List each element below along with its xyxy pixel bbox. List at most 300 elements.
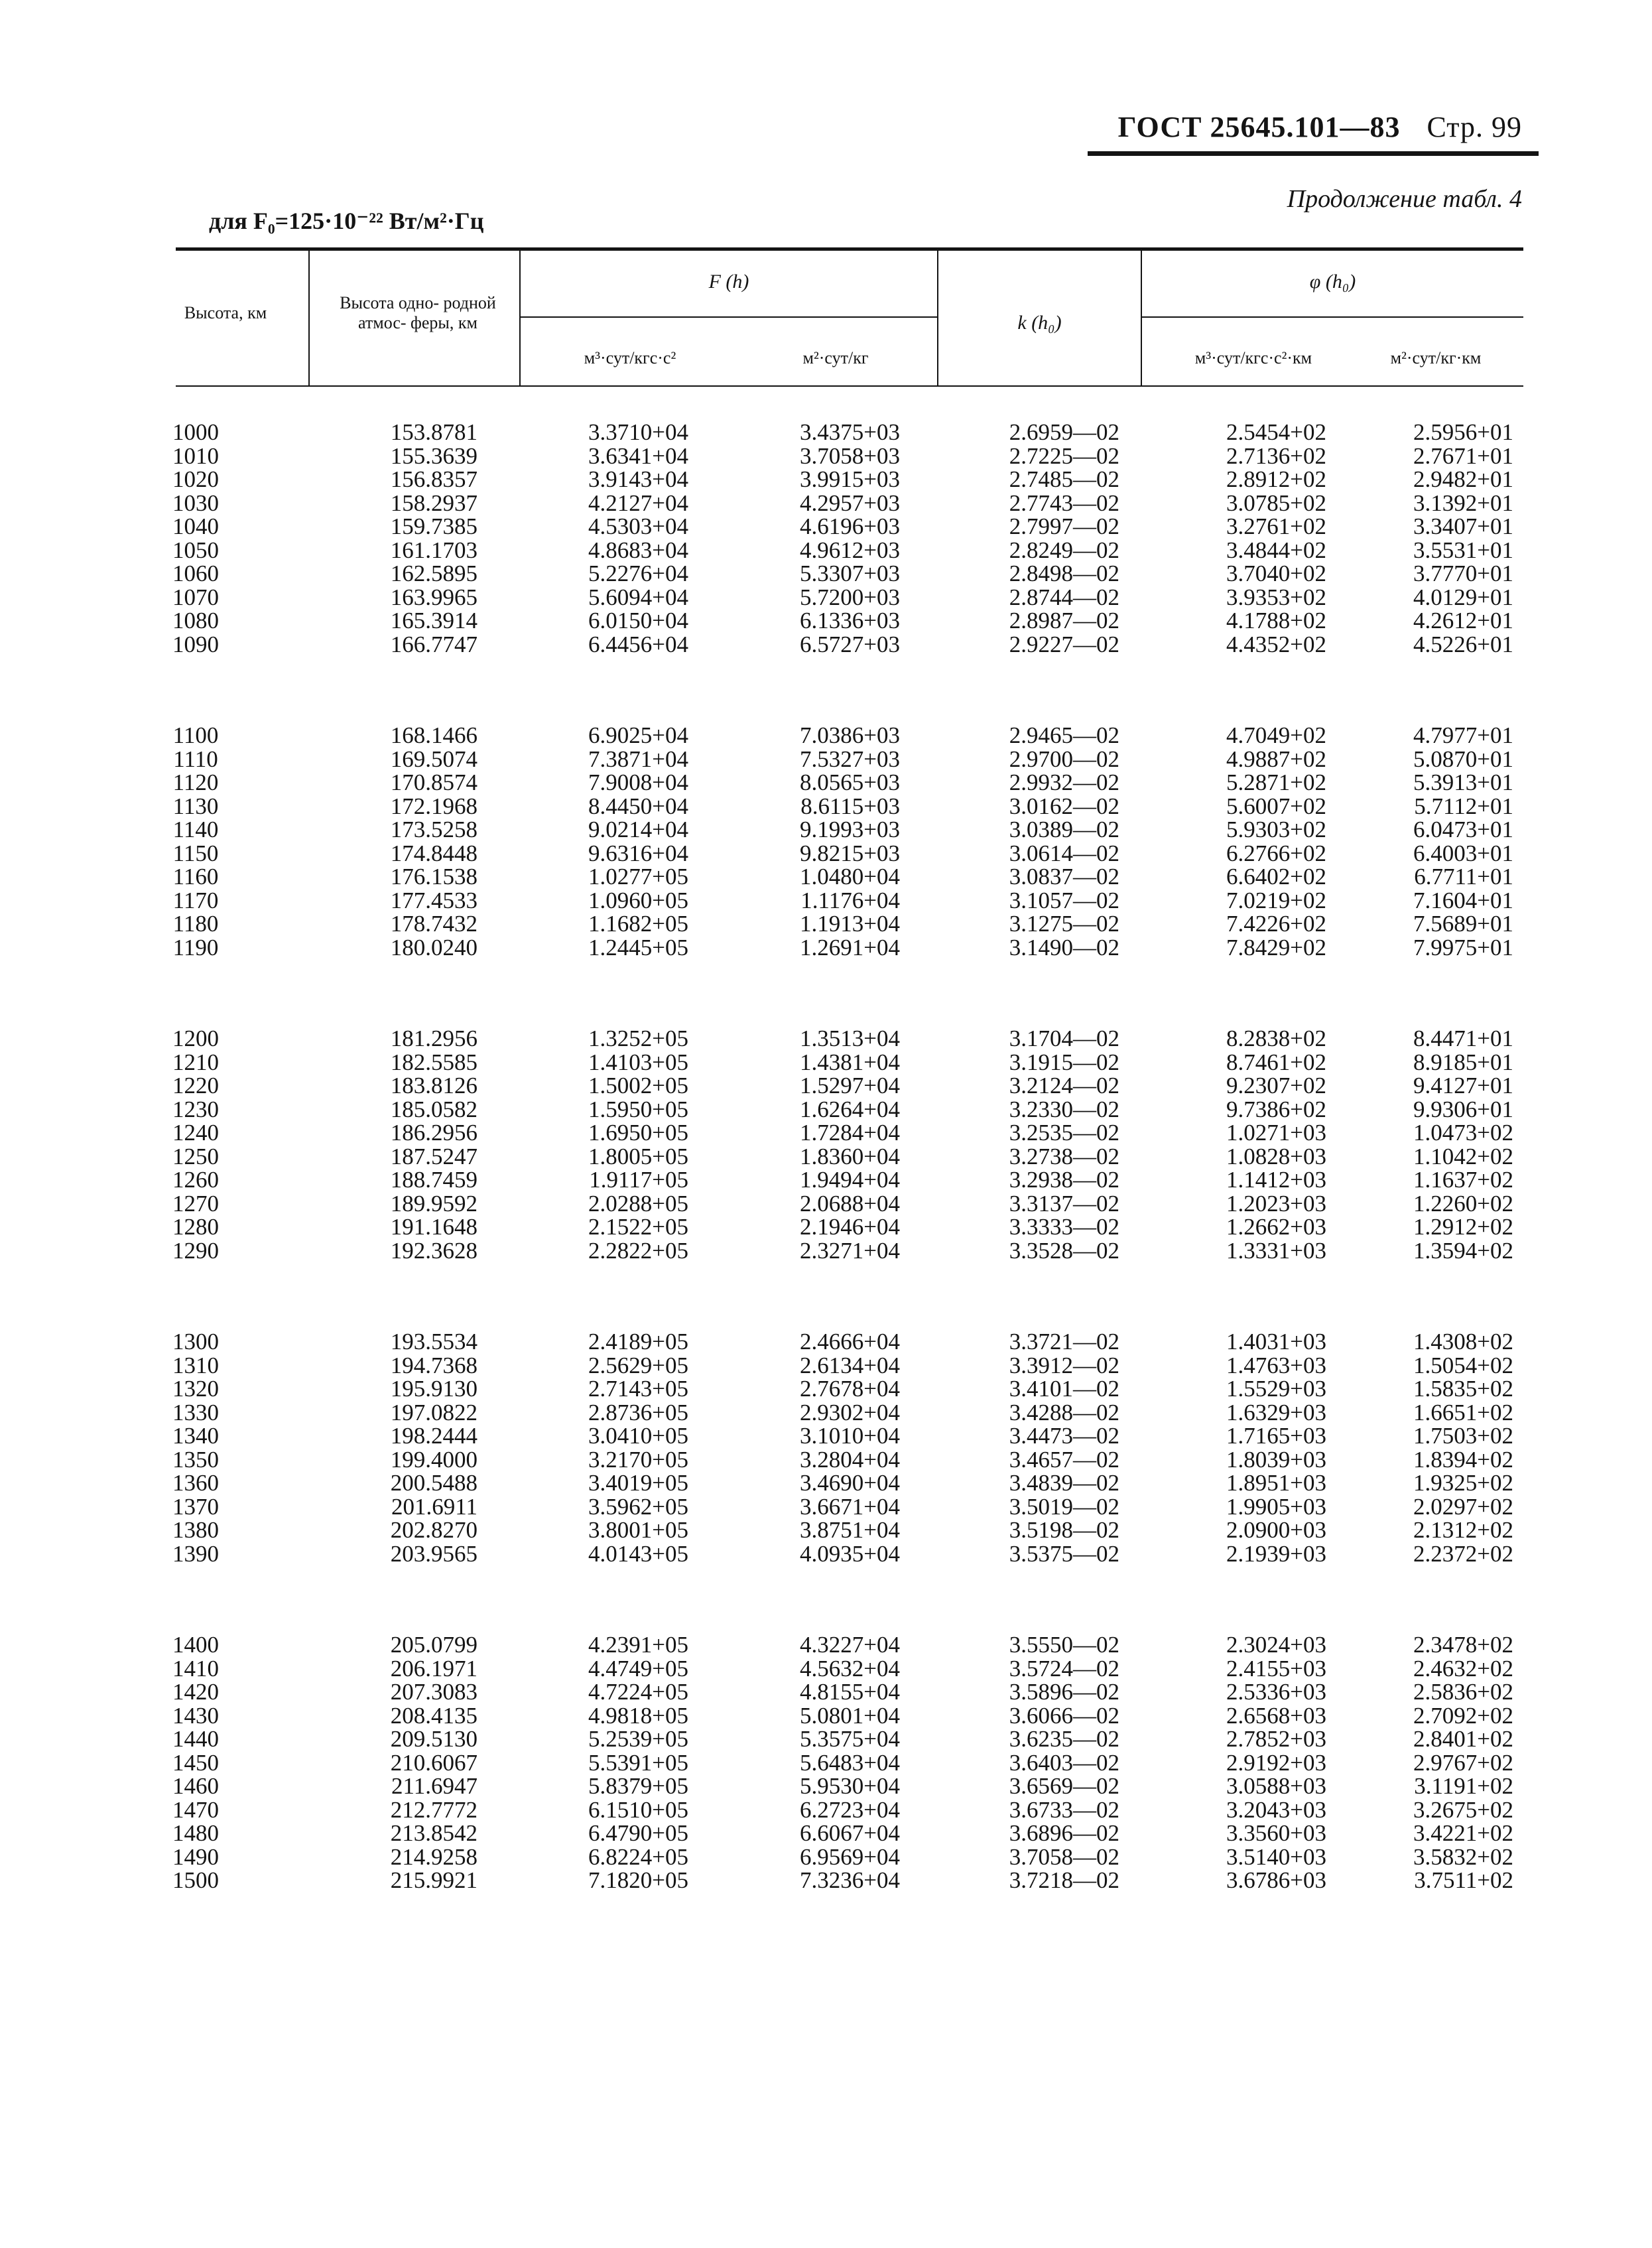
table-cell: 3.5198—02 bbox=[1009, 1517, 1119, 1543]
table-cell: 189.9592 bbox=[390, 1190, 477, 1217]
table-cell: 2.0297+02 bbox=[1413, 1493, 1513, 1520]
table-cell: 1.1176+04 bbox=[800, 887, 900, 913]
table-cell: 3.0614—02 bbox=[1009, 840, 1119, 866]
table-cell: 3.3710+04 bbox=[588, 419, 688, 445]
table-cell: 2.9465—02 bbox=[1009, 722, 1119, 748]
table-cell: 2.9482+01 bbox=[1413, 466, 1513, 492]
table-cell: 1230 bbox=[172, 1096, 219, 1122]
homogeneous-height-column bbox=[345, 1330, 477, 1565]
table-cell: 5.2276+04 bbox=[588, 561, 688, 586]
table-cell: 3.0389—02 bbox=[1009, 817, 1119, 842]
table-cell: 166.7747 bbox=[390, 631, 477, 657]
table-cell: 3.6235—02 bbox=[1009, 1726, 1119, 1752]
table-row-group bbox=[0, 724, 1652, 1027]
column-header-phi: φ (h₀) bbox=[1309, 271, 1356, 293]
table-cell: 1410 bbox=[172, 1655, 219, 1682]
table-cell: 7.1604+01 bbox=[1413, 887, 1513, 913]
table-cell: 8.6115+03 bbox=[800, 793, 900, 819]
homogeneous-height-column bbox=[345, 421, 477, 656]
table-cell: 1.9117+05 bbox=[589, 1167, 688, 1193]
table-cell: 5.6094+04 bbox=[588, 584, 688, 610]
column-header-height: Высота, км bbox=[184, 303, 267, 322]
table-cell: 6.0150+04 bbox=[588, 608, 688, 633]
table-cell: 4.7977+01 bbox=[1413, 722, 1513, 748]
table-cell: 3.4473—02 bbox=[1009, 1423, 1119, 1449]
table-cell: 2.3024+03 bbox=[1226, 1632, 1326, 1658]
table-cell: 3.5140+03 bbox=[1226, 1843, 1326, 1870]
table-cell: 3.1191+02 bbox=[1414, 1773, 1513, 1799]
table-cell: 5.6483+04 bbox=[800, 1749, 900, 1776]
table-cell: 8.4471+01 bbox=[1413, 1025, 1513, 1051]
k-column bbox=[974, 1027, 1119, 1262]
table-cell: 2.7143+05 bbox=[588, 1376, 688, 1402]
table-cell: 1.6264+04 bbox=[800, 1096, 900, 1122]
table-cell: 3.8001+05 bbox=[588, 1517, 688, 1543]
table-cell: 1.1637+02 bbox=[1413, 1167, 1513, 1193]
table-cell: 2.5454+02 bbox=[1226, 419, 1326, 445]
table-cell: 3.4101—02 bbox=[1009, 1376, 1119, 1402]
table-cell: 1.3594+02 bbox=[1413, 1237, 1513, 1264]
table-cell: 6.7711+01 bbox=[1414, 864, 1513, 890]
page-header bbox=[1118, 110, 1522, 144]
table-cell: 1030 bbox=[172, 490, 219, 516]
table-cell: 210.6067 bbox=[390, 1749, 477, 1776]
table-cell: 3.3560+03 bbox=[1226, 1820, 1326, 1846]
table-cell: 2.5956+01 bbox=[1413, 419, 1513, 445]
table-cell: 168.1466 bbox=[390, 722, 477, 748]
table-top-rule bbox=[176, 247, 1523, 251]
table-cell: 5.2539+05 bbox=[588, 1726, 688, 1752]
table-cell: 3.7511+02 bbox=[1414, 1867, 1513, 1893]
table-cell: 8.4450+04 bbox=[588, 793, 688, 819]
table-cell: 3.5724—02 bbox=[1009, 1655, 1119, 1682]
table-cell: 197.0822 bbox=[390, 1399, 477, 1425]
table-cell: 3.6066—02 bbox=[1009, 1702, 1119, 1729]
homogeneous-height-column bbox=[345, 724, 477, 959]
table-cell: 2.9192+03 bbox=[1226, 1749, 1326, 1776]
table-cell: 208.4135 bbox=[390, 1702, 477, 1729]
table-cell: 1420 bbox=[172, 1679, 219, 1705]
table-cell: 7.5327+03 bbox=[800, 746, 900, 772]
k-column bbox=[974, 724, 1119, 959]
column-header-phi-unit2: м²·сут/кг·км bbox=[1390, 348, 1482, 367]
table-cell: 2.7671+01 bbox=[1413, 442, 1513, 469]
table-cell: 4.2127+04 bbox=[588, 490, 688, 516]
table-cell: 1250 bbox=[172, 1143, 219, 1169]
table-cell: 2.2822+05 bbox=[588, 1237, 688, 1264]
table-cell: 158.2937 bbox=[390, 490, 477, 516]
table-cell: 2.9700—02 bbox=[1009, 746, 1119, 772]
table-cell: 5.9530+04 bbox=[800, 1773, 900, 1799]
table-cell: 1380 bbox=[172, 1517, 219, 1543]
table-cell: 2.1939+03 bbox=[1226, 1540, 1326, 1567]
table-cell: 173.5258 bbox=[390, 817, 477, 842]
table-cell: 2.0900+03 bbox=[1226, 1517, 1326, 1543]
table-cell: 3.0837—02 bbox=[1009, 864, 1119, 890]
table-cell: 3.3721—02 bbox=[1009, 1329, 1119, 1355]
table-cell: 159.7385 bbox=[390, 513, 477, 539]
table-cell: 2.7225—02 bbox=[1009, 442, 1119, 469]
table-cell: 2.8401+02 bbox=[1413, 1726, 1513, 1752]
table-cell: 2.7997—02 bbox=[1009, 513, 1119, 539]
phi-unit1-column bbox=[1180, 421, 1326, 656]
table-cell: 7.0386+03 bbox=[800, 722, 900, 748]
page-number: Стр. 99 bbox=[1427, 111, 1522, 143]
table-cell: 1010 bbox=[172, 442, 219, 469]
f-group-underline bbox=[521, 316, 937, 318]
table-cell: 1.0960+05 bbox=[588, 887, 688, 913]
f-unit1-column bbox=[556, 421, 688, 656]
table-cell: 1.6950+05 bbox=[588, 1120, 688, 1146]
table-cell: 1.7503+02 bbox=[1413, 1423, 1513, 1449]
table-cell: 6.8224+05 bbox=[588, 1843, 688, 1870]
table-cell: 1100 bbox=[172, 722, 219, 748]
table-cell: 2.5629+05 bbox=[588, 1352, 688, 1378]
table-cell: 2.5836+02 bbox=[1413, 1679, 1513, 1705]
table-cell: 4.6196+03 bbox=[800, 513, 900, 539]
table-cell: 6.4790+05 bbox=[588, 1820, 688, 1846]
table-cell: 1270 bbox=[172, 1190, 219, 1217]
table-cell: 3.1392+01 bbox=[1413, 490, 1513, 516]
table-cell: 1.5054+02 bbox=[1413, 1352, 1513, 1378]
table-cell: 1.5002+05 bbox=[588, 1073, 688, 1098]
table-cell: 1160 bbox=[172, 864, 219, 890]
table-cell: 4.1788+02 bbox=[1226, 608, 1326, 633]
f-unit1-column bbox=[556, 1027, 688, 1262]
table-cell: 6.4456+04 bbox=[588, 631, 688, 657]
table-cell: 2.9767+02 bbox=[1413, 1749, 1513, 1776]
table-cell: 4.9818+05 bbox=[588, 1702, 688, 1729]
table-cell: 214.9258 bbox=[390, 1843, 477, 1870]
table-cell: 195.9130 bbox=[390, 1376, 477, 1402]
table-cell: 3.0785+02 bbox=[1226, 490, 1326, 516]
table-cell: 4.0129+01 bbox=[1413, 584, 1513, 610]
table-cell: 4.4749+05 bbox=[588, 1655, 688, 1682]
table-cell: 2.8498—02 bbox=[1009, 561, 1119, 586]
table-cell: 1210 bbox=[172, 1049, 219, 1075]
k-column bbox=[974, 1330, 1119, 1565]
table-cell: 211.6947 bbox=[391, 1773, 477, 1799]
table-cell: 2.7678+04 bbox=[800, 1376, 900, 1402]
k-column bbox=[974, 421, 1119, 656]
table-cell: 1190 bbox=[172, 934, 219, 960]
homogeneous-height-column bbox=[345, 1027, 477, 1262]
table-cell: 183.8126 bbox=[390, 1073, 477, 1098]
table-cell: 6.2723+04 bbox=[800, 1796, 900, 1823]
table-cell: 3.6569—02 bbox=[1009, 1773, 1119, 1799]
table-cell: 3.6341+04 bbox=[588, 442, 688, 469]
table-cell: 1.2023+03 bbox=[1226, 1190, 1326, 1217]
table-cell: 3.9353+02 bbox=[1226, 584, 1326, 610]
table-cell: 9.0214+04 bbox=[588, 817, 688, 842]
table-cell: 1170 bbox=[172, 887, 219, 913]
table-cell: 2.3271+04 bbox=[800, 1237, 900, 1264]
table-cell: 1.2445+05 bbox=[588, 934, 688, 960]
table-cell: 5.3307+03 bbox=[800, 561, 900, 586]
f-unit2-column bbox=[767, 724, 900, 959]
table-cell: 2.9227—02 bbox=[1009, 631, 1119, 657]
table-cell: 2.1522+05 bbox=[588, 1214, 688, 1240]
table-cell: 212.7772 bbox=[390, 1796, 477, 1823]
table-cell: 1.5297+04 bbox=[800, 1073, 900, 1098]
column-header-phi-unit1: м³·сут/кгс·с²·км bbox=[1194, 348, 1312, 367]
table-cell: 2.4666+04 bbox=[800, 1329, 900, 1355]
table-cell: 2.8912+02 bbox=[1226, 466, 1326, 492]
table-cell: 2.7092+02 bbox=[1413, 1702, 1513, 1729]
f-unit2-column bbox=[767, 421, 900, 656]
table-cell: 1150 bbox=[172, 840, 219, 866]
table-cell: 2.4189+05 bbox=[588, 1329, 688, 1355]
table-cell: 6.1336+03 bbox=[800, 608, 900, 633]
table-cell: 2.8987—02 bbox=[1009, 608, 1119, 633]
table-cell: 1130 bbox=[172, 793, 219, 819]
table-cell: 198.2444 bbox=[390, 1423, 477, 1449]
table-cell: 1.3331+03 bbox=[1226, 1237, 1326, 1264]
phi-group-underline bbox=[1142, 316, 1523, 318]
table-cell: 5.3913+01 bbox=[1413, 769, 1513, 795]
homogeneous-height-column bbox=[345, 1633, 477, 1892]
table-cell: 4.7049+02 bbox=[1226, 722, 1326, 748]
table-cell: 155.3639 bbox=[390, 442, 477, 469]
phi-unit2-column bbox=[1367, 724, 1513, 959]
table-cell: 6.4003+01 bbox=[1413, 840, 1513, 866]
table-cell: 8.2838+02 bbox=[1226, 1025, 1326, 1051]
table-cell: 1.8039+03 bbox=[1226, 1446, 1326, 1473]
table-cell: 3.2170+05 bbox=[588, 1446, 688, 1473]
table-cell: 2.1946+04 bbox=[800, 1214, 900, 1240]
header-bottom-rule bbox=[176, 385, 1523, 387]
table-cell: 3.5531+01 bbox=[1413, 537, 1513, 563]
table-cell: 1.3252+05 bbox=[588, 1025, 688, 1051]
table-cell: 3.6671+04 bbox=[800, 1493, 900, 1520]
column-header-f-unit1: м³·сут/кгс·с² bbox=[584, 348, 676, 367]
table-cell: 3.2330—02 bbox=[1009, 1096, 1119, 1122]
table-cell: 9.4127+01 bbox=[1413, 1073, 1513, 1098]
table-cell: 7.9975+01 bbox=[1413, 934, 1513, 960]
table-cell: 172.1968 bbox=[390, 793, 477, 819]
table-cell: 3.3528—02 bbox=[1009, 1237, 1119, 1264]
table-cell: 1300 bbox=[172, 1329, 219, 1355]
table-cell: 1.5950+05 bbox=[588, 1096, 688, 1122]
table-cell: 1460 bbox=[172, 1773, 219, 1799]
table-cell: 5.9303+02 bbox=[1226, 817, 1326, 842]
table-cell: 3.0162—02 bbox=[1009, 793, 1119, 819]
table-cell: 4.3227+04 bbox=[800, 1632, 900, 1658]
table-cell: 1.7284+04 bbox=[800, 1120, 900, 1146]
table-cell: 1.8360+04 bbox=[800, 1143, 900, 1169]
table-cell: 6.9025+04 bbox=[588, 722, 688, 748]
table-cell: 2.7852+03 bbox=[1226, 1726, 1326, 1752]
table-cell: 1310 bbox=[172, 1352, 219, 1378]
f-unit1-column bbox=[556, 1633, 688, 1892]
table-cell: 7.0219+02 bbox=[1226, 887, 1326, 913]
table-cell: 2.3478+02 bbox=[1413, 1632, 1513, 1658]
table-cell: 1390 bbox=[172, 1540, 219, 1567]
table-cell: 2.8736+05 bbox=[588, 1399, 688, 1425]
phi-unit2-column bbox=[1367, 1027, 1513, 1262]
phi-unit1-column bbox=[1180, 724, 1326, 959]
table-cell: 5.0801+04 bbox=[800, 1702, 900, 1729]
table-row-group bbox=[0, 421, 1652, 724]
table-cell: 1.0473+02 bbox=[1413, 1120, 1513, 1146]
table-cell: 3.3912—02 bbox=[1009, 1352, 1119, 1378]
table-cell: 3.4844+02 bbox=[1226, 537, 1326, 563]
header-rule bbox=[1088, 151, 1539, 156]
table-cell: 3.5962+05 bbox=[588, 1493, 688, 1520]
table-cell: 1060 bbox=[172, 561, 219, 586]
table-cell: 3.2761+02 bbox=[1226, 513, 1326, 539]
table-cell: 1040 bbox=[172, 513, 219, 539]
table-cell: 2.1312+02 bbox=[1413, 1517, 1513, 1543]
table-cell: 194.7368 bbox=[390, 1352, 477, 1378]
table-cell: 9.9306+01 bbox=[1413, 1096, 1513, 1122]
table-cell: 1320 bbox=[172, 1376, 219, 1402]
table-cell: 2.6959—02 bbox=[1009, 419, 1119, 445]
table-cell: 1.4381+04 bbox=[800, 1049, 900, 1075]
table-cell: 4.9612+03 bbox=[800, 537, 900, 563]
table-cell: 6.2766+02 bbox=[1226, 840, 1326, 866]
table-cell: 3.5550—02 bbox=[1009, 1632, 1119, 1658]
table-cell: 1400 bbox=[172, 1632, 219, 1658]
table-cell: 9.7386+02 bbox=[1226, 1096, 1326, 1122]
table-cell: 156.8357 bbox=[390, 466, 477, 492]
table-cell: 3.1275—02 bbox=[1009, 911, 1119, 937]
table-cell: 3.2804+04 bbox=[800, 1446, 900, 1473]
table-cell: 1220 bbox=[172, 1073, 219, 1098]
table-row-group bbox=[0, 1027, 1652, 1330]
table-cell: 1180 bbox=[172, 911, 219, 937]
table-cell: 3.2043+03 bbox=[1226, 1796, 1326, 1823]
table-cell: 1260 bbox=[172, 1167, 219, 1193]
column-header-homogeneous-height: Высота одно- родной атмос- феры, км bbox=[340, 293, 496, 332]
table-cell: 5.6007+02 bbox=[1226, 793, 1326, 819]
table-cell: 188.7459 bbox=[390, 1167, 477, 1193]
table-cell: 1470 bbox=[172, 1796, 219, 1823]
column-header-k: k (h₀) bbox=[1017, 312, 1062, 334]
table-cell: 8.0565+03 bbox=[800, 769, 900, 795]
table-cell: 3.2738—02 bbox=[1009, 1143, 1119, 1169]
table-cell: 181.2956 bbox=[390, 1025, 477, 1051]
table-cell: 1500 bbox=[172, 1867, 219, 1893]
table-cell: 1.0271+03 bbox=[1226, 1120, 1326, 1146]
table-cell: 2.5336+03 bbox=[1226, 1679, 1326, 1705]
table-cell: 3.7770+01 bbox=[1413, 561, 1513, 586]
table-cell: 3.1490—02 bbox=[1009, 934, 1119, 960]
table-cell: 5.2871+02 bbox=[1226, 769, 1326, 795]
table-cell: 3.9143+04 bbox=[588, 466, 688, 492]
table-cell: 201.6911 bbox=[391, 1493, 477, 1520]
table-cell: 1.8005+05 bbox=[588, 1143, 688, 1169]
table-cell: 7.8429+02 bbox=[1226, 934, 1326, 960]
table-cell: 161.1703 bbox=[390, 537, 477, 563]
table-cell: 8.9185+01 bbox=[1413, 1049, 1513, 1075]
table-cell: 4.5632+04 bbox=[800, 1655, 900, 1682]
table-cell: 3.7058+03 bbox=[800, 442, 900, 469]
table-cell: 4.8683+04 bbox=[588, 537, 688, 563]
table-cell: 4.9887+02 bbox=[1226, 746, 1326, 772]
table-cell: 202.8270 bbox=[390, 1517, 477, 1543]
table-cell: 3.1010+04 bbox=[800, 1423, 900, 1449]
table-cell: 2.6568+03 bbox=[1226, 1702, 1326, 1729]
table-cell: 185.0582 bbox=[390, 1096, 477, 1122]
table-cell: 1.1042+02 bbox=[1413, 1143, 1513, 1169]
table-cell: 153.8781 bbox=[390, 419, 477, 445]
table-cell: 1200 bbox=[172, 1025, 219, 1051]
table-cell: 1080 bbox=[172, 608, 219, 633]
table-cell: 1.6651+02 bbox=[1413, 1399, 1513, 1425]
table-cell: 4.7224+05 bbox=[588, 1679, 688, 1705]
table-cell: 2.4632+02 bbox=[1413, 1655, 1513, 1682]
table-cell: 1.0277+05 bbox=[588, 864, 688, 890]
table-cell: 5.0870+01 bbox=[1413, 746, 1513, 772]
table-cell: 3.0588+03 bbox=[1226, 1773, 1326, 1799]
f-unit1-column bbox=[556, 724, 688, 959]
table-cell: 2.2372+02 bbox=[1413, 1540, 1513, 1567]
table-cell: 7.5689+01 bbox=[1413, 911, 1513, 937]
table-cell: 7.3236+04 bbox=[800, 1867, 900, 1893]
table-cell: 3.2124—02 bbox=[1009, 1073, 1119, 1098]
table-cell: 3.2535—02 bbox=[1009, 1120, 1119, 1146]
table-cell: 1.1412+03 bbox=[1226, 1167, 1326, 1193]
table-cell: 6.1510+05 bbox=[588, 1796, 688, 1823]
table-cell: 1240 bbox=[172, 1120, 219, 1146]
table-cell: 3.1057—02 bbox=[1009, 887, 1119, 913]
table-cell: 3.4839—02 bbox=[1009, 1470, 1119, 1496]
table-cell: 1.3513+04 bbox=[800, 1025, 900, 1051]
table-cell: 1480 bbox=[172, 1820, 219, 1846]
table-cell: 8.7461+02 bbox=[1226, 1049, 1326, 1075]
phi-unit1-column bbox=[1180, 1633, 1326, 1892]
table-cell: 1.0828+03 bbox=[1226, 1143, 1326, 1169]
height-column bbox=[153, 724, 239, 959]
table-cell: 3.4288—02 bbox=[1009, 1399, 1119, 1425]
table-cell: 1.4103+05 bbox=[588, 1049, 688, 1075]
table-cell: 215.9921 bbox=[390, 1867, 477, 1893]
phi-unit1-column bbox=[1180, 1027, 1326, 1262]
column-header-f-unit2: м²·сут/кг bbox=[802, 348, 869, 367]
table-cell: 3.2938—02 bbox=[1009, 1167, 1119, 1193]
table-cell: 206.1971 bbox=[390, 1655, 477, 1682]
table-cell: 2.7136+02 bbox=[1226, 442, 1326, 469]
table-cell: 6.6067+04 bbox=[800, 1820, 900, 1846]
height-column bbox=[153, 1027, 239, 1262]
table-cell: 4.5226+01 bbox=[1413, 631, 1513, 657]
table-cell: 2.0288+05 bbox=[588, 1190, 688, 1217]
table-cell: 193.5534 bbox=[390, 1329, 477, 1355]
table-cell: 191.1648 bbox=[390, 1214, 477, 1240]
table-cell: 3.5019—02 bbox=[1009, 1493, 1119, 1520]
table-cell: 5.8379+05 bbox=[588, 1773, 688, 1799]
table-cell: 1330 bbox=[172, 1399, 219, 1425]
table-cell: 1.9325+02 bbox=[1413, 1470, 1513, 1496]
table-cell: 2.9932—02 bbox=[1009, 769, 1119, 795]
table-cell: 2.7485—02 bbox=[1009, 466, 1119, 492]
height-column bbox=[153, 421, 239, 656]
height-column bbox=[153, 1330, 239, 1565]
table-cell: 1.4763+03 bbox=[1226, 1352, 1326, 1378]
table-cell: 1.8951+03 bbox=[1226, 1470, 1326, 1496]
phi-unit1-column bbox=[1180, 1330, 1326, 1565]
table-cell: 1.2912+02 bbox=[1413, 1214, 1513, 1240]
table-cell: 1.9494+04 bbox=[800, 1167, 900, 1193]
table-cell: 3.3333—02 bbox=[1009, 1214, 1119, 1240]
table-cell: 1140 bbox=[172, 817, 219, 842]
table-cell: 4.8155+04 bbox=[800, 1679, 900, 1705]
table-cell: 162.5895 bbox=[390, 561, 477, 586]
table-cell: 3.4375+03 bbox=[800, 419, 900, 445]
table-cell: 1020 bbox=[172, 466, 219, 492]
table-cell: 4.4352+02 bbox=[1226, 631, 1326, 657]
